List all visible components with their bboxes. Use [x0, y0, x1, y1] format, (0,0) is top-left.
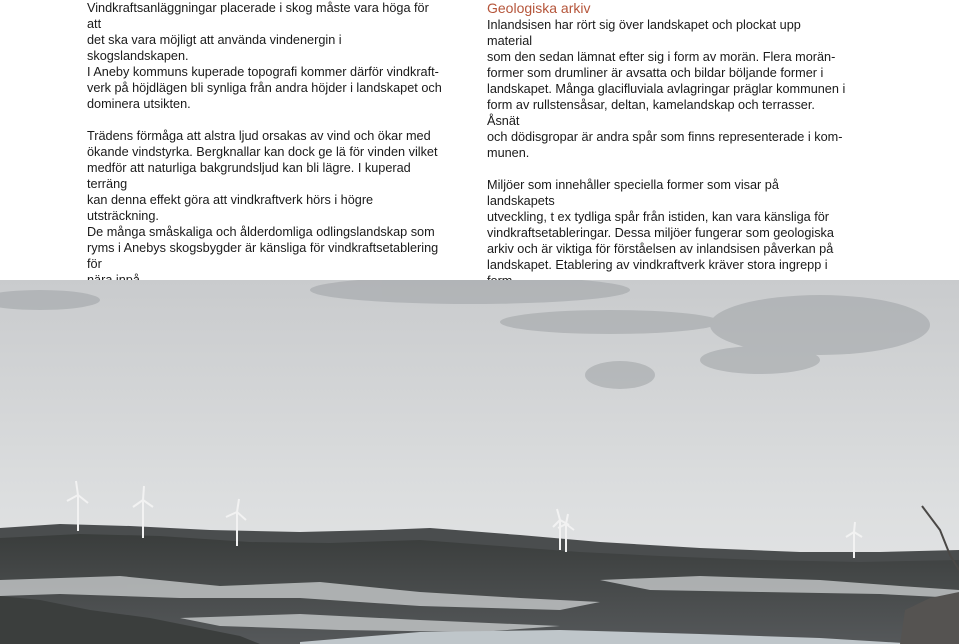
wind-turbine-landscape-image: [0, 280, 959, 644]
paragraph-spacer: [487, 161, 847, 177]
tree-sound-paragraph: Trädens förmåga att alstra ljud orsakas av vind och ökar med ökande vindstyrka. Bergknallar kan dock ge lä för vinden vilket medför att naturliga bakgrundsljud kan bli lägre. I kuperad terräng kan denna effekt göra att vindkraftverk hörs i högre utsträckning. De många småskaliga och ålderdomliga odlingslandskap som ryms i Anebys skogsbygder är känsliga för vindkraftsetablering för: [87, 129, 439, 271]
geological-archive-heading: Geologiska arkiv: [487, 0, 591, 16]
inland-ice-paragraph: Inlandsisen har rört sig över landskapet och plockat upp material som den sedan lämnat efter sig i form av morän. Flera morän- former som drumliner är avsatta och bildar böljande former i landskapet. Många glacifluviala avlagringar präglar kommunen i form av rullstensåsar, deltan, kamelandskap och terrasser. Åsnät och dödisgropar är andra spår som finns representerade i kom- munen.: [487, 18, 846, 160]
wind-visibility-paragraph: Vindkraftsanläggningar placerade i skog måste vara höga för att det ska vara möjligt att använda vindenergin i skogslandskapen. I Aneby kommuns kuperade topografi kommer därför vindkraft- verk på höjdlägen bli synliga från andra höjder i landskapet och dominera utsikten.: [87, 1, 442, 111]
left-text-column: [87, 0, 445, 288]
paragraph-spacer: [87, 112, 445, 128]
sensitive-environments-paragraph: Miljöer som innehåller speciella former som visar på landskapets utveckling, t ex tydliga spår från istiden, kan vara känsliga för vindkraftsetableringar. Dessa miljöer fungerar som geologiska arkiv och är viktiga för förståelsen av inlandsisen påverkan på landskapet. Etablering av vindkraftverk kräver stora ingrepp i: [487, 178, 834, 272]
landscape-photo: [0, 280, 959, 644]
